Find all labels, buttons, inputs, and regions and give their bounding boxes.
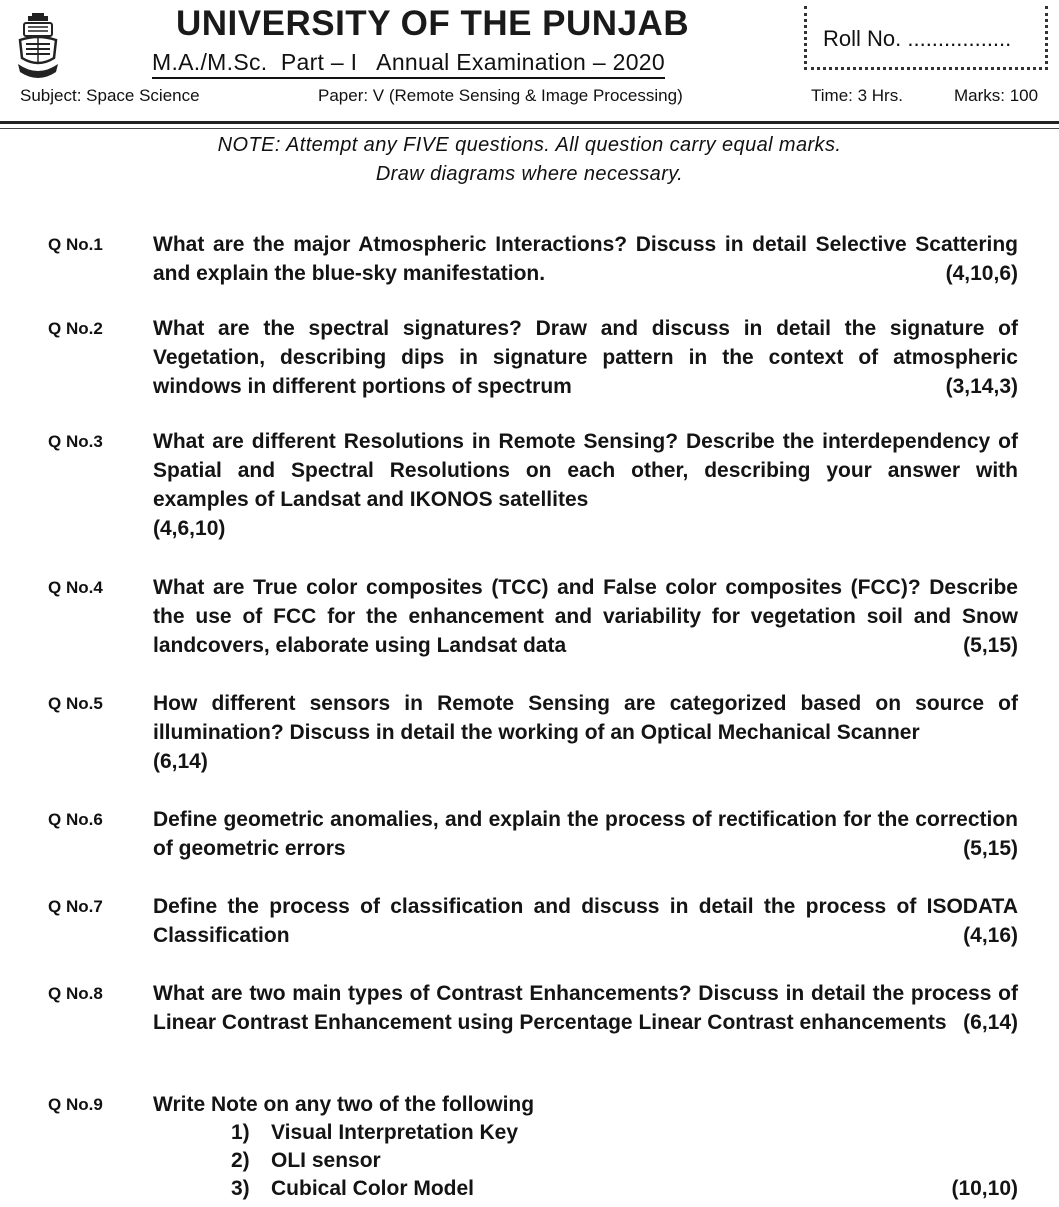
question-text: Define geometric anomalies, and explain the process of rectification for the correction of geometric errors (5,15)	[153, 805, 1018, 863]
question-number: Q No.1	[48, 235, 103, 254]
question-1	[48, 230, 1018, 288]
question-5	[48, 689, 1018, 776]
question-marks: (5,15)	[963, 837, 1018, 860]
question-3	[48, 427, 1018, 543]
question-text: How different sensors in Remote Sensing are categorized based on source of illumination? Discuss in detail the working of an Optical Mechanical Scanner (6,14)	[153, 689, 1018, 776]
university-name: UNIVERSITY OF THE PUNJAB	[176, 4, 690, 43]
sub-item-list	[153, 1119, 1018, 1203]
question-9	[48, 1090, 1018, 1203]
header-divider-thin	[0, 128, 1059, 129]
question-text: What are two main types of Contrast Enhancements? Discuss in detail the process of Linear Contrast Enhancement using Percentage Linear Contrast enhancements (6,14)	[153, 979, 1018, 1037]
list-item: 3) Cubical Color Model (10,10)	[231, 1175, 1018, 1203]
question-2	[48, 314, 1018, 401]
header-divider-thick	[0, 121, 1059, 124]
list-item: 1) Visual Interpretation Key	[231, 1121, 519, 1144]
exam-title: M.A./M.Sc. Part – I Annual Examination – 2020	[152, 49, 665, 79]
question-text: Write Note on any two of the following 1) Visual Interpretation Key 2) OLI sensor 3) Cubical Color Model (10,10)	[153, 1090, 1018, 1203]
paper-label: Paper: V (Remote Sensing & Image Processing)	[318, 86, 683, 105]
time-label: Time: 3 Hrs.	[811, 86, 903, 105]
instructions-line-2: Draw diagrams where necessary.	[375, 163, 684, 185]
question-number: Q No.8	[48, 984, 103, 1003]
question-text: What are the spectral signatures? Draw and discuss in detail the signature of Vegetation, describing dips in signature pattern in the context of atmospheric windows in different portions of spectrum (3,14,3)	[153, 314, 1018, 401]
question-7	[48, 892, 1018, 950]
question-marks: (4,10,6)	[945, 262, 1018, 285]
question-6	[48, 805, 1018, 863]
question-8	[48, 979, 1018, 1037]
question-4	[48, 573, 1018, 660]
question-marks: (6,14)	[963, 1011, 1018, 1034]
question-text: What are True color composites (TCC) and False color composites (FCC)? Describe the use of FCC for the enhancement and variability for vegetation soil and Snow landcovers, elaborate using Landsat data (5,15)	[153, 573, 1018, 660]
university-crest-logo	[14, 12, 62, 82]
question-text: Define the process of classification and discuss in detail the process of ISODATA Classification (4,16)	[153, 892, 1018, 950]
question-text: What are different Resolutions in Remote Sensing? Describe the interdependency of Spatial and Spectral Resolutions on each other, describing your answer with examples of Landsat and IKONOS satellites (4,6,10)	[153, 427, 1018, 543]
question-text: What are the major Atmospheric Interactions? Discuss in detail Selective Scattering and explain the blue-sky manifestation. (4,10,6)	[153, 230, 1018, 288]
roll-number-label: Roll No. .................	[823, 26, 1012, 51]
question-number: Q No.7	[48, 897, 103, 916]
question-marks: (10,10)	[951, 1177, 1018, 1200]
question-number: Q No.9	[48, 1095, 103, 1114]
question-marks: (6,14)	[153, 750, 208, 773]
list-item: 2) OLI sensor	[231, 1149, 381, 1172]
question-number: Q No.3	[48, 432, 103, 451]
instructions-line-1: NOTE: Attempt any FIVE questions. All question carry equal marks.	[217, 134, 842, 156]
roll-number-box	[804, 6, 1048, 70]
question-marks: (4,16)	[963, 924, 1018, 947]
question-marks: (3,14,3)	[945, 375, 1018, 398]
question-number: Q No.5	[48, 694, 103, 713]
question-marks: (4,6,10)	[153, 517, 226, 540]
question-marks: (5,15)	[963, 634, 1018, 657]
question-number: Q No.4	[48, 578, 103, 597]
total-marks-label: Marks: 100	[954, 86, 1039, 105]
question-number: Q No.6	[48, 810, 103, 829]
subject-label: Subject: Space Science	[20, 86, 200, 105]
question-number: Q No.2	[48, 319, 103, 338]
